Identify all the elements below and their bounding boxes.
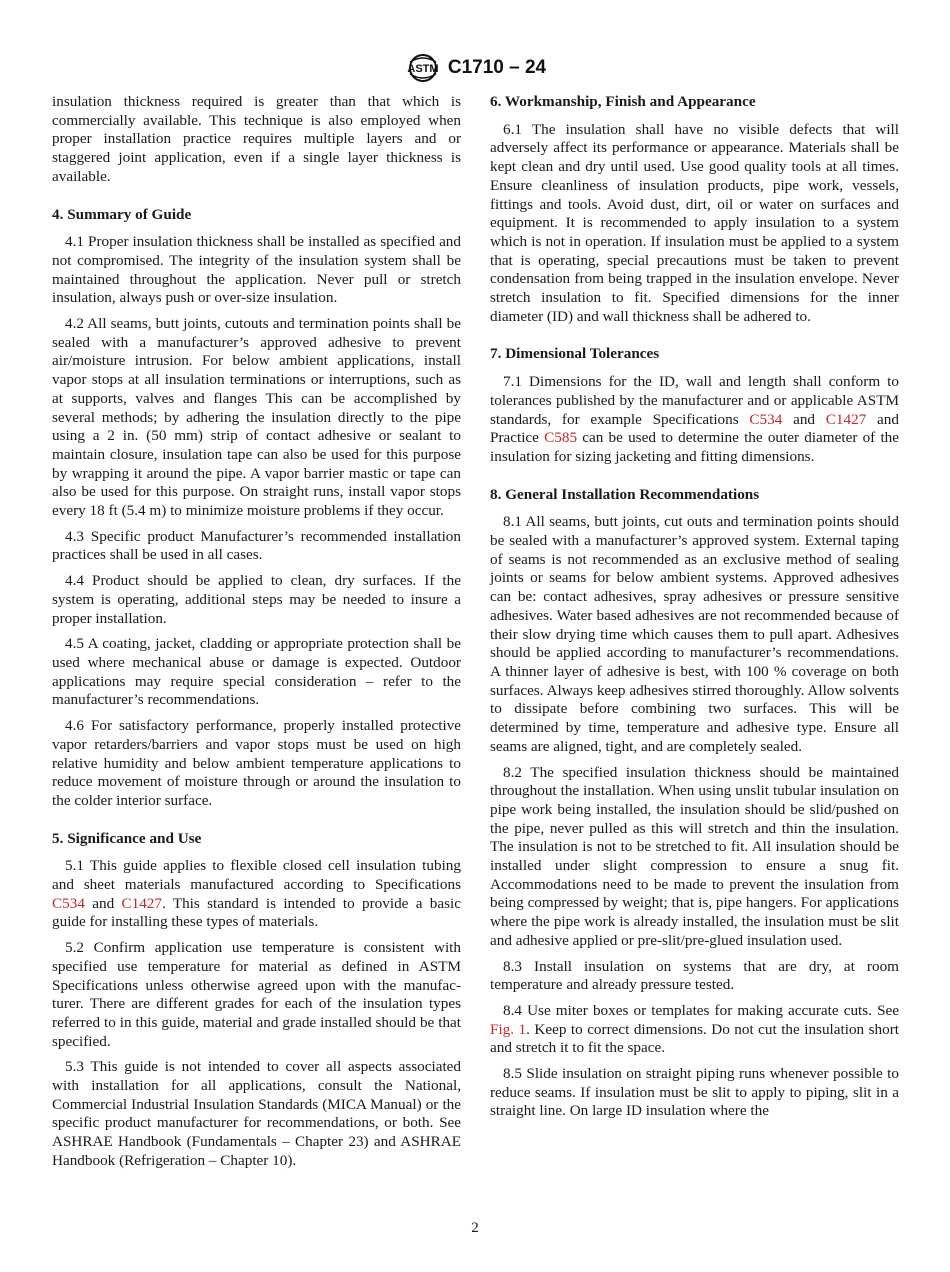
paragraph-5-2: 5.2 Confirm application use temperature is consistent with specified use temperature for material as defined in ASTM Specifications unless otherwise agreed upon with the manufacturer. There are different grades for each of the insulation types referred to in this guide, material and grade installed should be that specified.	[52, 939, 461, 1050]
paragraph-7-1	[490, 373, 899, 467]
text-span: and	[782, 410, 826, 428]
section-7-heading: 7. Dimensional Tolerances	[490, 345, 660, 363]
paragraph-8-1: 8.1 All seams, butt joints, cut outs and termination points should be sealed with a manufacturer’s approved system. External taping of seams is not recommended as an exclusive method of sealing joints or seams for below ambient systems. Approved adhesives can be: contact adhesives, spray adhesives or pressure sensitive adhesives. Water based adhesives are not recommended because of their slow drying time which causes them to pull apart. Adhesives should be applied according to manufacturer’s recommendations. A thinner layer of adhesive is best, with 100 % coverage on both surfaces. Always keep adhesives stirred thoroughly. Allow solvents to dissipate before combining two surfaces. This will be determined by time, temperature and adhesive type. Ensure all seams are aligned, tight, and are completely sealed.	[490, 513, 899, 755]
link-c534[interactable]: C534	[52, 894, 85, 912]
paragraph-4-6: 4.6 For satisfactory performance, properly installed protective vapor retarders/barriers and vapor stops must be used on high relative humidity and below ambient temperature applications to reduce movement of moisture through or around the insulation to the colder interior surface.	[52, 717, 461, 809]
paragraph-5-1	[52, 857, 461, 932]
link-c1427[interactable]: C1427	[825, 410, 867, 428]
text-span: can be used to determine the outer diameter of the insulation for sizing jacketing and fitting dimensions.	[490, 429, 899, 465]
paragraph-4-5: 4.5 A coating, jacket, cladding or appropriate protection shall be used where mechanical abuse or damage is expected. Outdoor applications may require special consideration – refer to the manufacturer’s recommendations.	[52, 635, 461, 709]
text-span: 8.4 Use miter boxes or templates for making accurate cuts. See	[503, 1001, 899, 1019]
page-number: 2	[471, 1220, 479, 1236]
link-c534[interactable]: C534	[749, 410, 783, 428]
section-4-heading: 4. Summary of Guide	[52, 205, 192, 223]
paragraph-5-3: 5.3 This guide is not intended to cover all aspects associated with installation for all applications, consult the National, Commercial Industrial Insulation Standards (MICA Manual) or the specific product manufacturer for recommendations, or both. See ASHRAE Handbook (Fundamentals – Chapter 23) and ASHRAE Handbook (Refrigeration – Chapter 10).	[52, 1058, 461, 1169]
left-column	[52, 93, 461, 1178]
paragraph-8-3: 8.3 Install insulation on systems that are dry, at room temperature and already pressure tested.	[490, 957, 899, 994]
page-header	[0, 52, 950, 84]
text-span: . This standard is intended to provide a basic guide for installing these types of materials.	[52, 894, 461, 931]
document-designation: C1710 – 24	[447, 57, 547, 78]
section-5-heading: 5. Significance and Use	[52, 829, 202, 847]
paragraph-4-3: 4.3 Specific product Manufacturer’s recommended installation practices shall be used in all cases.	[52, 527, 461, 564]
text-span: 5.1 This guide applies to flexible closed cell insulation tubing and sheet materials manufactured according to Specifications	[52, 857, 461, 894]
section-8-heading: 8. General Installation Recommendations	[490, 485, 760, 503]
svg-text:ASTM: ASTM	[407, 63, 439, 75]
text-span: . Keep to correct dimensions. Do not cut the insulation short and stretch it to fit the space.	[490, 1020, 899, 1057]
astm-logo-icon	[404, 52, 442, 84]
paragraph-4-2: 4.2 All seams, butt joints, cutouts and termination points shall be sealed with a manufacturer’s approved adhesive to prevent air/moisture intrusion. For below ambient applications, install vapor stops at all insulation terminations or interruptions, such as at supports, valves and flanges This can be accomplished by several methods; by adhering the insulation directly to the pipe using a 2 in. (50 mm) strip of contact adhesive or sealant to maintain closure, insulation tape can also be used for this purpose by wrapping it around the pipe. A vapor barrier mastic or tape can also be used for this purpose. On straight runs, install vapor stops every 18 ft (5.4 m) to minimize moisture problems if they occur.	[52, 315, 461, 520]
text-span: and	[84, 894, 122, 912]
link-c585[interactable]: C585	[544, 429, 578, 447]
link-fig-1[interactable]: Fig. 1	[490, 1020, 527, 1038]
section-6-heading: 6. Workmanship, Finish and Appearance	[490, 93, 756, 110]
paragraph-6-1: 6.1 The insulation shall have no visible defects that will adversely affect its performance or appearance. Materials shall be kept clean and dry until used. Use good quality tools at all times. Ensure cleanliness of insulation products, pipe work, vessels, fittings and tools. Avoid dust, dirt, oil or water on surfaces and equipment. It is recommended to apply insulation to a system which is not in operation. If insulation must be applied to a system that is operating, special precautions must be taken to prevent condensation from being trapped in the insulation envelope. Never stretch insulation to fit. Specified dimensions for the inner diameter (ID) and wall thickness shall be adhered to.	[490, 120, 899, 325]
continuation-paragraph: insulation thickness required is greater than that which is commercially available. This technique is also employed when proper installation practice requires multiple layers and or staggered joint application, even if a single layer thickness is available.	[52, 93, 461, 185]
text-span: and Practice	[490, 410, 899, 447]
link-c1427[interactable]: C1427	[121, 894, 162, 912]
paragraph-4-1: 4.1 Proper insulation thickness shall be installed as specified and not compromised. The integrity of the insulation system shall be maintained throughout the application. Never pull or stretch insulation, always push or over-size insulation.	[52, 233, 461, 307]
right-column	[490, 93, 899, 1128]
paragraph-4-4: 4.4 Product should be applied to clean, dry surfaces. If the system is operating, additional steps may be needed to insure a proper installation.	[52, 572, 461, 627]
paragraph-8-2: 8.2 The specified insulation thickness should be maintained throughout the installation. When using unslit tubular insulation on pipe work being installed, the insulation should be slid/pushed on the pipe, never pulled as this will stretch and thin the insulation. The insulation is not to be stretched to fit. All insulation should be installed under slight compression to ensure a snug fit. Accommodations need to be made to prevent the insulation from being compressed by weight; that is, pipe hangers. For applications where the pipe work is already installed, the insulation must be slit and adhesive applied or pre-slit/pre-glued insulation used.	[490, 763, 899, 949]
paragraph-8-4	[490, 1002, 899, 1058]
text-span: 7.1 Dimensions for the ID, wall and length shall conform to tolerances published by the manufacturer and or applicable ASTM standards, for example Specifications	[490, 373, 899, 428]
paragraph-8-5: 8.5 Slide insulation on straight piping runs whenever possible to reduce seams. If insulation must be slit to apply to piping, slit in a straight line. On large ID insulation where the	[490, 1065, 899, 1120]
